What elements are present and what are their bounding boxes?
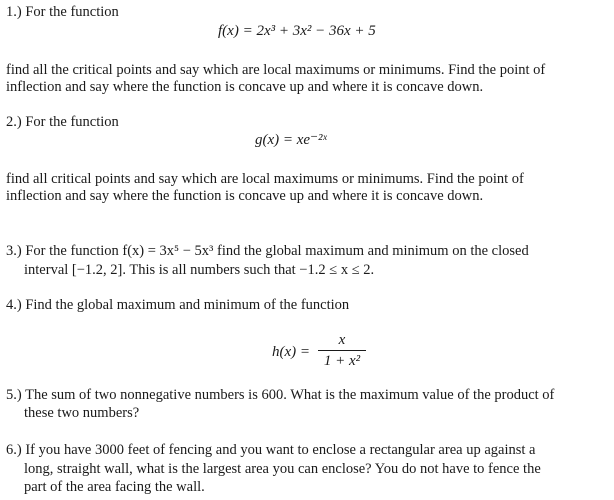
problem-6-line-1 xyxy=(6,441,535,460)
problem-4-fraction-numerator: x xyxy=(338,332,346,348)
problem-2-equation: g(x) = xe⁻²ˣ xyxy=(255,132,327,148)
problem-2-intro: For the function xyxy=(25,114,119,130)
problem-4-header xyxy=(6,296,349,315)
problem-1-intro: For the function xyxy=(25,4,119,20)
problem-6-number: 6.) xyxy=(6,442,22,458)
problem-2-number: 2.) xyxy=(6,114,22,130)
problem-1-body-line-1: find all the critical points and say which are local maximums or minimums. Find the point of xyxy=(6,62,546,78)
problem-4-equation-lhs: h(x) = xyxy=(272,344,311,360)
problem-3-line-1 xyxy=(6,242,529,261)
problem-3-number: 3.) xyxy=(6,243,22,259)
problem-5-line-2: these two numbers? xyxy=(24,405,140,421)
problem-3-text: For the function f(x) = 3x⁵ − 5x³ find the global maximum and minimum on the closed xyxy=(25,243,529,259)
problem-4-fraction-bar xyxy=(318,350,366,351)
problem-1-number: 1.) xyxy=(6,4,22,20)
problem-6-line-3: part of the area facing the wall. xyxy=(24,479,205,495)
problem-4-number: 4.) xyxy=(6,297,22,313)
problem-1-body-line-2: inflection and say where the function is concave up and where it is concave down. xyxy=(6,79,484,95)
problem-5-number: 5.) xyxy=(6,387,22,403)
problem-6-text: If you have 3000 feet of fencing and you want to enclose a rectangular area up against a xyxy=(25,442,536,458)
problem-1-header xyxy=(6,3,119,22)
problem-4-intro: Find the global maximum and minimum of the function xyxy=(25,297,350,313)
problem-5-line-1 xyxy=(6,386,554,405)
problem-2-body-line-1: find all critical points and say which are local maximums or minimums. Find the point of xyxy=(6,171,524,187)
problem-6-line-2: long, straight wall, what is the largest area you can enclose? You do not have to fence the xyxy=(24,461,541,477)
problem-4-fraction-denominator: 1 + x² xyxy=(323,353,361,369)
problem-1-equation: f(x) = 2x³ + 3x² − 36x + 5 xyxy=(218,23,376,39)
problem-3-line-2: interval [−1.2, 2]. This is all numbers such that −1.2 ≤ x ≤ 2. xyxy=(24,262,375,278)
problem-5-text: The sum of two nonnegative numbers is 600. What is the maximum value of the product of xyxy=(25,387,555,403)
problem-2-header xyxy=(6,113,119,132)
problem-2-body-line-2: inflection and say where the function is concave up and where it is concave down. xyxy=(6,188,484,204)
